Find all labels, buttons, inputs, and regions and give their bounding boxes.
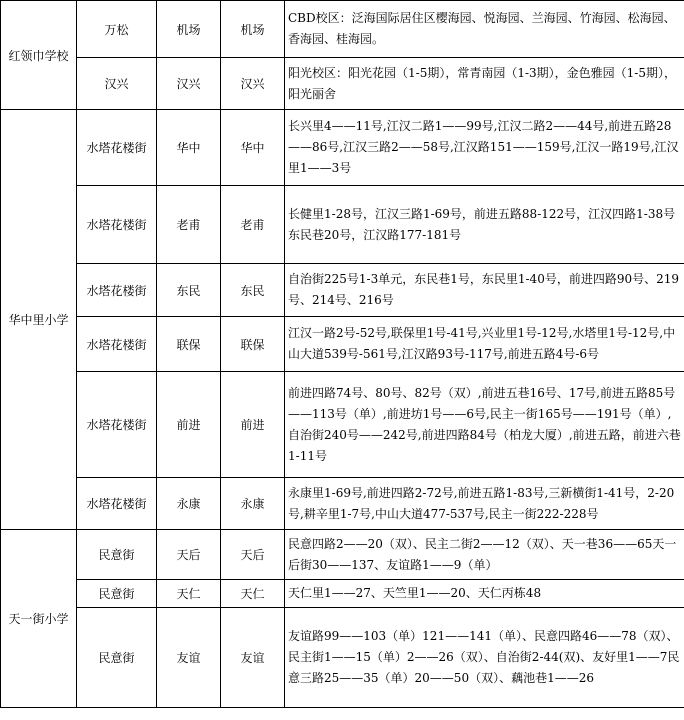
street-cell: 水塔花楼街 bbox=[77, 478, 157, 530]
community-cell-2: 华中 bbox=[221, 110, 285, 186]
street-cell: 民意街 bbox=[77, 608, 157, 708]
street-cell: 万松 bbox=[77, 1, 157, 58]
address-cell: CBD校区：泛海国际居住区樱海园、悦海园、兰海园、竹海园、松海园、香海园、桂海园。 bbox=[285, 1, 684, 58]
address-cell: 长兴里4——11号,江汉二路1——99号,江汉二路2——44号,前进五路28——86号,江汉三路2——58号,江汉路151——159号,江汉一路19号,江汉里1——3号 bbox=[285, 110, 684, 186]
address-line: 长健里1-28号，江汉三路1-69号，前进五路88-122号，江汉四路1-38号 bbox=[288, 206, 676, 221]
street-cell: 汉兴 bbox=[77, 58, 157, 110]
table-row bbox=[1, 372, 684, 478]
community-cell: 天后 bbox=[157, 530, 221, 580]
community-cell-2: 天仁 bbox=[221, 580, 285, 608]
community-cell: 联保 bbox=[157, 317, 221, 372]
community-cell-2: 友谊 bbox=[221, 608, 285, 708]
community-cell: 老甫 bbox=[157, 186, 221, 264]
street-cell: 水塔花楼街 bbox=[77, 186, 157, 264]
address-cell: 永康里1-69号,前进四路2-72号,前进五路1-83号,三新横街1-41号，2-20号,耕辛里1-7号,中山大道477-537号,民主一街222-228号 bbox=[285, 478, 684, 530]
community-cell: 机场 bbox=[157, 1, 221, 58]
address-cell: 天仁里1——27、天竺里1——20、天仁丙栋48 bbox=[285, 580, 684, 608]
table-row bbox=[1, 264, 684, 317]
table-row bbox=[1, 608, 684, 708]
street-cell: 水塔花楼街 bbox=[77, 372, 157, 478]
school-name: 红领巾学校 bbox=[1, 1, 77, 110]
community-cell-2: 老甫 bbox=[221, 186, 285, 264]
table-row bbox=[1, 317, 684, 372]
community-cell-2: 机场 bbox=[221, 1, 285, 58]
address-cell bbox=[285, 186, 684, 264]
community-cell-2: 联保 bbox=[221, 317, 285, 372]
table-row bbox=[1, 1, 684, 58]
address-cell: 友谊路99——103（单）121——141（单）、民意四路46——78（双）、民主街1——15（单）2——26（双）、自治街2-44(双)、友好里1——7民意三路25——35（单）20——50（双）、藕池巷1——26 bbox=[285, 608, 684, 708]
address-cell: 江汉一路2号-52号,联保里1号-41号,兴业里1号-12号,水塔里1号-12号,中山大道539号-561号,江汉路93号-117号,前进五路4号-6号 bbox=[285, 317, 684, 372]
community-cell: 永康 bbox=[157, 478, 221, 530]
community-cell: 友谊 bbox=[157, 608, 221, 708]
street-cell: 水塔花楼街 bbox=[77, 264, 157, 317]
community-cell-2: 东民 bbox=[221, 264, 285, 317]
community-cell: 天仁 bbox=[157, 580, 221, 608]
community-cell-2: 永康 bbox=[221, 478, 285, 530]
address-cell: 民意四路2——20（双）、民主二街2——12（双）、天一巷36——65天一后街30——137、友谊路1——9（单） bbox=[285, 530, 684, 580]
street-cell: 民意街 bbox=[77, 530, 157, 580]
community-cell: 前进 bbox=[157, 372, 221, 478]
table-row bbox=[1, 110, 684, 186]
address-cell: 前进四路74号、80号、82号（双）,前进五巷16号、17号,前进五路85号——113号（单）,前进坊1号——6号,民主一街165号——191号（单）,自治街240号——242号,前进四路84号（柏龙大厦）,前进五路，前进六巷1-11号 bbox=[285, 372, 684, 478]
school-name: 华中里小学 bbox=[1, 110, 77, 530]
table-row bbox=[1, 186, 684, 264]
table-row bbox=[1, 530, 684, 580]
community-cell: 东民 bbox=[157, 264, 221, 317]
community-cell-2: 天后 bbox=[221, 530, 285, 580]
street-cell: 民意街 bbox=[77, 580, 157, 608]
table-row bbox=[1, 580, 684, 608]
community-cell: 华中 bbox=[157, 110, 221, 186]
street-cell: 水塔花楼街 bbox=[77, 317, 157, 372]
community-cell-2: 前进 bbox=[221, 372, 285, 478]
address-line-2: 东民巷20号，江汉路177-181号 bbox=[288, 227, 462, 242]
address-cell: 自治街225号1-3单元，东民巷1号，东民里1-40号，前进四路90号、219号、214号、216号 bbox=[285, 264, 684, 317]
address-cell: 阳光校区：阳光花园（1-5期），常青南园（1-3期），金色雅园（1-5期），阳光丽舍 bbox=[285, 58, 684, 110]
community-cell: 汉兴 bbox=[157, 58, 221, 110]
table-row bbox=[1, 58, 684, 110]
street-cell: 水塔花楼街 bbox=[77, 110, 157, 186]
community-cell-2: 汉兴 bbox=[221, 58, 285, 110]
school-name: 天一街小学 bbox=[1, 530, 77, 708]
table-row bbox=[1, 478, 684, 530]
